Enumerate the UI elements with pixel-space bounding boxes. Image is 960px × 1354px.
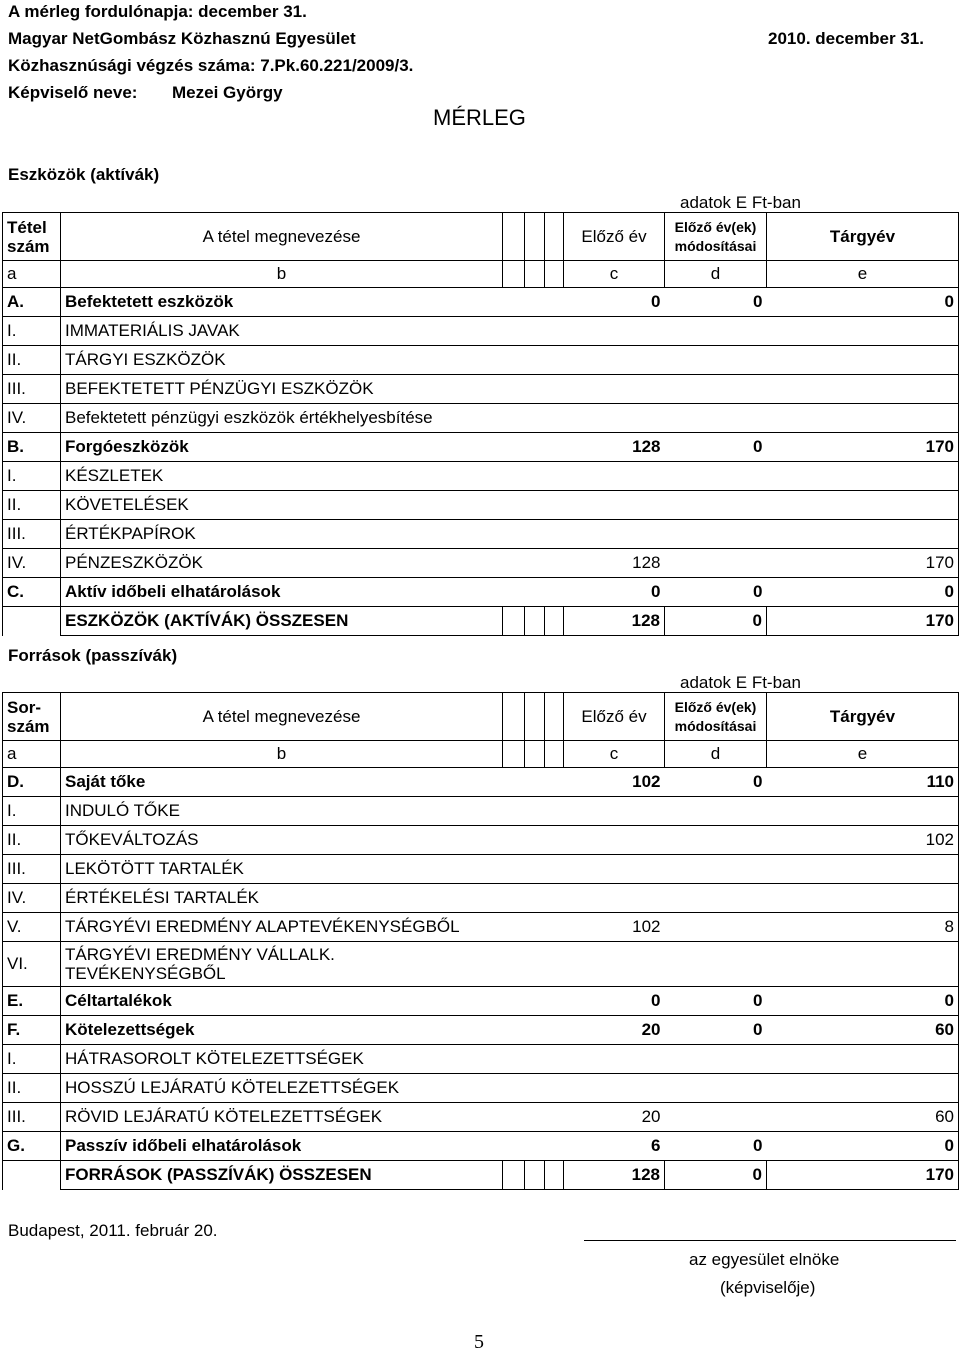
spacer-cell (525, 404, 545, 433)
modification-value: 0 (665, 607, 767, 636)
spacer-cell (545, 884, 564, 913)
table-row (3, 884, 959, 913)
spacer-cell (503, 797, 525, 826)
signatory-note: (képviselője) (720, 1278, 816, 1297)
modification-value (665, 942, 767, 987)
row-name: TÁRGYÉVI EREDMÉNY VÁLLALK. TEVÉKENYSÉGBŐL (61, 942, 503, 987)
col-header-prev-year: Előző év (564, 213, 665, 261)
spacer-cell (545, 607, 564, 636)
spacer-cell (525, 826, 545, 855)
spacer-cell (525, 520, 545, 549)
row-number: III. (3, 855, 61, 884)
spacer-cell (525, 462, 545, 491)
spacer-cell (525, 1161, 545, 1190)
letter-d: d (665, 741, 767, 768)
row-name: LEKÖTÖTT TARTALÉK (61, 855, 503, 884)
representative-name: Mezei György (172, 83, 283, 102)
modification-value (665, 462, 767, 491)
spacer-cell (525, 346, 545, 375)
modification-value (665, 1074, 767, 1103)
prev-year-value (564, 404, 665, 433)
spacer-cell (545, 768, 564, 797)
table-row (3, 1103, 959, 1132)
spacer-cell (503, 346, 525, 375)
prev-year-value (564, 520, 665, 549)
spacer-cell (545, 549, 564, 578)
row-number (3, 607, 61, 636)
modification-value: 0 (665, 1132, 767, 1161)
spacer-cell (525, 884, 545, 913)
signature-line (584, 1240, 956, 1241)
spacer-cell (503, 1161, 525, 1190)
row-number: I. (3, 462, 61, 491)
row-name: PÉNZESZKÖZÖK (61, 549, 503, 578)
prev-year-value: 128 (564, 1161, 665, 1190)
modification-value (665, 491, 767, 520)
row-name: TŐKEVÁLTOZÁS (61, 826, 503, 855)
table-row (3, 578, 959, 607)
modification-value (665, 549, 767, 578)
table-row (3, 375, 959, 404)
row-number: IV. (3, 884, 61, 913)
current-year-value: 0 (767, 288, 959, 317)
total-row (3, 1161, 959, 1190)
letter-b: b (61, 741, 503, 768)
spacer-cell (503, 913, 525, 942)
spacer-cell (525, 607, 545, 636)
organization-name: Magyar NetGombász Közhasznú Egyesület (8, 29, 356, 48)
spacer-cell (545, 375, 564, 404)
col-header-current-year: Tárgyév (767, 213, 959, 261)
current-year-value (767, 1074, 959, 1103)
row-name: ESZKÖZÖK (AKTÍVÁK) ÖSSZESEN (61, 607, 503, 636)
col-header-modifications: Előző év(ek) módosításai (665, 693, 767, 741)
spacer-cell (503, 317, 525, 346)
assets-unit-note: adatok E Ft-ban (680, 193, 801, 212)
spacer-cell (503, 404, 525, 433)
table-row (3, 462, 959, 491)
spacer-cell (525, 1103, 545, 1132)
modification-value: 0 (665, 768, 767, 797)
row-number: I. (3, 797, 61, 826)
modification-value: 0 (665, 987, 767, 1016)
row-name: Kötelezettségek (61, 1016, 503, 1045)
spacer-cell (525, 549, 545, 578)
spacer-cell (545, 578, 564, 607)
col-header-number: Tétel szám (3, 213, 61, 261)
current-year-value: 0 (767, 1132, 959, 1161)
table-row (3, 855, 959, 884)
col-header-name: A tétel megnevezése (61, 213, 503, 261)
table-row (3, 549, 959, 578)
current-year-value: 60 (767, 1103, 959, 1132)
spacer-cell (525, 987, 545, 1016)
prev-year-value: 0 (564, 578, 665, 607)
current-year-value: 0 (767, 578, 959, 607)
row-name: RÖVID LEJÁRATÚ KÖTELEZETTSÉGEK (61, 1103, 503, 1132)
current-year-value: 170 (767, 607, 959, 636)
row-number: A. (3, 288, 61, 317)
prev-year-value: 0 (564, 987, 665, 1016)
current-year-value (767, 317, 959, 346)
spacer-cell (525, 1132, 545, 1161)
spacer-cell (525, 942, 545, 987)
letter-c: c (564, 261, 665, 288)
modification-value: 0 (665, 578, 767, 607)
table-row (3, 1132, 959, 1161)
row-number: III. (3, 520, 61, 549)
modification-value (665, 1103, 767, 1132)
spacer-cell (503, 491, 525, 520)
row-number: D. (3, 768, 61, 797)
row-name: IMMATERIÁLIS JAVAK (61, 317, 503, 346)
spacer-cell (503, 1103, 525, 1132)
spacer-cell (525, 213, 545, 261)
spacer-cell (525, 797, 545, 826)
current-year-value: 102 (767, 826, 959, 855)
current-year-value (767, 462, 959, 491)
prev-year-value: 20 (564, 1103, 665, 1132)
row-number: VI. (3, 942, 61, 987)
spacer-cell (503, 549, 525, 578)
spacer-cell (545, 433, 564, 462)
row-number: F. (3, 1016, 61, 1045)
row-name: ÉRTÉKELÉSI TARTALÉK (61, 884, 503, 913)
row-number: II. (3, 346, 61, 375)
row-number: III. (3, 1103, 61, 1132)
row-number: E. (3, 987, 61, 1016)
prev-year-value (564, 346, 665, 375)
modification-value (665, 404, 767, 433)
table-row (3, 288, 959, 317)
spacer-cell (503, 987, 525, 1016)
prev-year-value: 20 (564, 1016, 665, 1045)
modification-value (665, 826, 767, 855)
row-number: IV. (3, 404, 61, 433)
prev-year-value (564, 491, 665, 520)
total-row (3, 607, 959, 636)
modification-value: 0 (665, 433, 767, 462)
current-year-value (767, 491, 959, 520)
modification-value (665, 884, 767, 913)
spacer-cell (503, 433, 525, 462)
spacer-cell (545, 826, 564, 855)
current-year-value (767, 404, 959, 433)
prev-year-value: 128 (564, 607, 665, 636)
spacer-cell (503, 462, 525, 491)
row-name: TÁRGYÉVI EREDMÉNY ALAPTEVÉKENYSÉGBŐL (61, 913, 503, 942)
row-number: C. (3, 578, 61, 607)
prev-year-value (564, 826, 665, 855)
spacer-cell (545, 693, 564, 741)
current-year-value: 60 (767, 1016, 959, 1045)
spacer-cell (525, 578, 545, 607)
current-year-value: 170 (767, 549, 959, 578)
prev-year-value (564, 375, 665, 404)
table-row (3, 913, 959, 942)
spacer-cell (503, 520, 525, 549)
row-name: Céltartalékok (61, 987, 503, 1016)
spacer-cell (525, 317, 545, 346)
spacer-cell (525, 375, 545, 404)
spacer-cell (503, 1132, 525, 1161)
spacer-cell (525, 491, 545, 520)
spacer-cell (525, 768, 545, 797)
spacer-cell (545, 1045, 564, 1074)
row-name: TÁRGYI ESZKÖZÖK (61, 346, 503, 375)
letter-a: a (3, 261, 61, 288)
prev-year-value: 0 (564, 288, 665, 317)
table-row (3, 1016, 959, 1045)
spacer-cell (503, 942, 525, 987)
prev-year-value: 128 (564, 549, 665, 578)
current-year-value: 170 (767, 1161, 959, 1190)
spacer-cell (525, 855, 545, 884)
col-header-number: Sor- szám (3, 693, 61, 741)
spacer-cell (545, 520, 564, 549)
col-header-modifications: Előző év(ek) módosításai (665, 213, 767, 261)
spacer-cell (525, 913, 545, 942)
modification-value: 0 (665, 288, 767, 317)
representative-label: Képviselő neve: (8, 83, 138, 102)
col-header-prev-year: Előző év (564, 693, 665, 741)
row-number (3, 1161, 61, 1190)
letter-e: e (767, 741, 959, 768)
letter-b: b (61, 261, 503, 288)
spacer-cell (545, 1103, 564, 1132)
row-name: Saját tőke (61, 768, 503, 797)
current-year-value: 0 (767, 987, 959, 1016)
spacer-cell (545, 942, 564, 987)
spacer-cell (503, 1045, 525, 1074)
prev-year-value (564, 855, 665, 884)
row-number: III. (3, 375, 61, 404)
spacer-cell (503, 693, 525, 741)
liabilities-unit-note: adatok E Ft-ban (680, 673, 801, 692)
table-letter-row (3, 261, 959, 288)
current-year-value: 170 (767, 433, 959, 462)
current-year-value (767, 797, 959, 826)
current-year-value (767, 855, 959, 884)
table-row (3, 433, 959, 462)
spacer-cell (503, 607, 525, 636)
row-name: Passzív időbeli elhatárolások (61, 1132, 503, 1161)
spacer-cell (525, 693, 545, 741)
modification-value: 0 (665, 1016, 767, 1045)
table-header-row (3, 213, 959, 261)
prev-year-value: 102 (564, 768, 665, 797)
spacer-cell (545, 261, 564, 288)
spacer-cell (525, 1074, 545, 1103)
spacer-cell (545, 1016, 564, 1045)
spacer-cell (503, 826, 525, 855)
table-row (3, 1045, 959, 1074)
modification-value (665, 520, 767, 549)
prev-year-value (564, 1074, 665, 1103)
row-name: BEFEKTETETT PÉNZÜGYI ESZKÖZÖK (61, 375, 503, 404)
spacer-cell (525, 741, 545, 768)
spacer-cell (545, 288, 564, 317)
row-name: Aktív időbeli elhatárolások (61, 578, 503, 607)
row-name: INDULÓ TŐKE (61, 797, 503, 826)
spacer-cell (545, 462, 564, 491)
letter-c: c (564, 741, 665, 768)
row-name: HOSSZÚ LEJÁRATÚ KÖTELEZETTSÉGEK (61, 1074, 503, 1103)
table-row (3, 797, 959, 826)
prev-year-value (564, 317, 665, 346)
prev-year-value: 128 (564, 433, 665, 462)
signatory-title: az egyesület elnöke (689, 1250, 840, 1269)
row-number: B. (3, 433, 61, 462)
table-letter-row (3, 741, 959, 768)
prev-year-value: 6 (564, 1132, 665, 1161)
col-header-current-year: Tárgyév (767, 693, 959, 741)
letter-e: e (767, 261, 959, 288)
row-name: Befektetett eszközök (61, 288, 503, 317)
row-number: IV. (3, 549, 61, 578)
spacer-cell (503, 288, 525, 317)
modification-value (665, 346, 767, 375)
current-year-value: 8 (767, 913, 959, 942)
registration-number: Közhasznúsági végzés száma: 7.Pk.60.221/2009/3. (8, 56, 414, 75)
row-name: FORRÁSOK (PASSZÍVÁK) ÖSSZESEN (61, 1161, 503, 1190)
row-number: I. (3, 317, 61, 346)
spacer-cell (545, 1161, 564, 1190)
spacer-cell (545, 797, 564, 826)
row-name: Befektetett pénzügyi eszközök értékhelyesbítése (61, 404, 503, 433)
modification-value: 0 (665, 1161, 767, 1190)
spacer-cell (503, 261, 525, 288)
row-name: KÉSZLETEK (61, 462, 503, 491)
prev-year-value (564, 884, 665, 913)
prev-year-value: 102 (564, 913, 665, 942)
current-year-value (767, 942, 959, 987)
table-row (3, 520, 959, 549)
spacer-cell (545, 404, 564, 433)
spacer-cell (503, 768, 525, 797)
modification-value (665, 317, 767, 346)
spacer-cell (525, 1045, 545, 1074)
liabilities-section-title: Források (passzívák) (8, 646, 178, 665)
modification-value (665, 855, 767, 884)
current-year-value (767, 1045, 959, 1074)
spacer-cell (503, 578, 525, 607)
assets-section-title: Eszközök (aktívák) (8, 165, 160, 184)
modification-value (665, 913, 767, 942)
col-header-name: A tétel megnevezése (61, 693, 503, 741)
row-name: Forgóeszközök (61, 433, 503, 462)
row-name: ÉRTÉKPAPÍROK (61, 520, 503, 549)
prev-year-value (564, 1045, 665, 1074)
modification-value (665, 375, 767, 404)
table-row (3, 942, 959, 987)
spacer-cell (503, 375, 525, 404)
spacer-cell (545, 987, 564, 1016)
current-year-value (767, 375, 959, 404)
spacer-cell (545, 1132, 564, 1161)
row-name: KÖVETELÉSEK (61, 491, 503, 520)
spacer-cell (525, 261, 545, 288)
table-row (3, 346, 959, 375)
balance-date-line: A mérleg fordulónapja: december 31. (8, 2, 307, 21)
row-number: V. (3, 913, 61, 942)
letter-a: a (3, 741, 61, 768)
current-year-value: 110 (767, 768, 959, 797)
spacer-cell (503, 855, 525, 884)
table-row (3, 987, 959, 1016)
spacer-cell (525, 433, 545, 462)
spacer-cell (525, 1016, 545, 1045)
spacer-cell (545, 213, 564, 261)
prev-year-value (564, 942, 665, 987)
table-row (3, 768, 959, 797)
assets-table (2, 212, 959, 636)
table-row (3, 1074, 959, 1103)
spacer-cell (503, 741, 525, 768)
table-header-row (3, 693, 959, 741)
row-number: II. (3, 826, 61, 855)
spacer-cell (545, 855, 564, 884)
spacer-cell (545, 741, 564, 768)
letter-d: d (665, 261, 767, 288)
spacer-cell (545, 1074, 564, 1103)
table-row (3, 317, 959, 346)
spacer-cell (503, 213, 525, 261)
row-number: II. (3, 1074, 61, 1103)
row-number: II. (3, 491, 61, 520)
spacer-cell (503, 1074, 525, 1103)
spacer-cell (545, 913, 564, 942)
table-row (3, 491, 959, 520)
prev-year-value (564, 462, 665, 491)
page-number: 5 (474, 1331, 484, 1353)
table-row (3, 404, 959, 433)
spacer-cell (545, 491, 564, 520)
spacer-cell (503, 884, 525, 913)
place-and-date: Budapest, 2011. február 20. (8, 1221, 218, 1240)
current-year-value (767, 346, 959, 375)
row-number: I. (3, 1045, 61, 1074)
report-date: 2010. december 31. (768, 29, 924, 48)
row-number: G. (3, 1132, 61, 1161)
table-row (3, 826, 959, 855)
spacer-cell (525, 288, 545, 317)
spacer-cell (545, 346, 564, 375)
liabilities-table (2, 692, 959, 1190)
row-name: HÁTRASOROLT KÖTELEZETTSÉGEK (61, 1045, 503, 1074)
prev-year-value (564, 797, 665, 826)
modification-value (665, 797, 767, 826)
spacer-cell (545, 317, 564, 346)
current-year-value (767, 884, 959, 913)
page-title: MÉRLEG (433, 105, 526, 130)
modification-value (665, 1045, 767, 1074)
current-year-value (767, 520, 959, 549)
spacer-cell (503, 1016, 525, 1045)
